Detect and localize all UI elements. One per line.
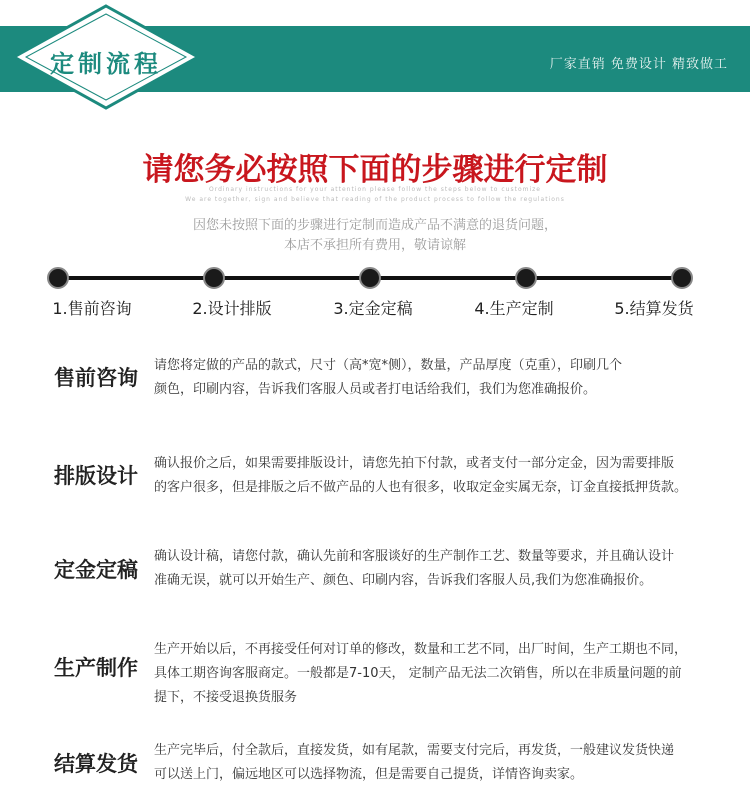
header-slogan: 厂家直销 免费设计 精致做工	[549, 57, 728, 72]
step-label-1: 1.售前咨询	[52, 299, 132, 318]
step-dot-3	[360, 268, 380, 288]
description-line: 提下，不接受退换货服务	[154, 690, 298, 705]
section-description	[154, 545, 709, 593]
step-label-2: 2.设计排版	[192, 299, 272, 318]
main-title: 请您务必按照下面的步骤进行定制	[142, 152, 608, 188]
description-line: 具体工期咨询客服商定。一般都是7-10天， 定制产品无法二次销售，所以在非质量问题的前	[154, 666, 682, 681]
step-dot-5	[672, 268, 692, 288]
section-title: 结算发货	[54, 752, 138, 776]
section-description	[154, 739, 709, 787]
section-title: 售前咨询	[54, 366, 138, 390]
section-description	[154, 354, 709, 402]
description-line: 可以送上门，偏远地区可以选择物流，但是需要自己提货，详情咨询卖家。	[154, 767, 584, 782]
description-line: 准确无误，就可以开始生产、颜色、印刷内容，告诉我们客服人员,我们为您准确报价。	[154, 573, 653, 588]
decorative-line-2: We are together, sign and believe that reading of the product process to follow the regulations	[185, 196, 565, 203]
section-title: 定金定稿	[54, 558, 138, 582]
notice-line-1: 因您未按照下面的步骤进行定制而造成产品不满意的退货问题，	[192, 218, 557, 233]
title-badge	[10, 4, 202, 110]
description-line: 的客户很多，但是排版之后不做产品的人也有很多，收取定金实属无奈，订金直接抵押货款。	[154, 480, 688, 495]
step-label-4: 4.生产定制	[474, 299, 554, 318]
description-line: 颜色，印刷内容，告诉我们客服人员或者打电话给我们，我们为您准确报价。	[154, 382, 597, 397]
decorative-line-1: Ordinary instructions for your attention please follow the steps below to customize	[209, 186, 541, 193]
step-label-3: 3.定金定稿	[333, 299, 413, 318]
section-description	[154, 452, 709, 500]
step-label-5: 5.结算发货	[614, 299, 694, 318]
description-line: 生产开始以后，不再接受任何对订单的修改，数量和工艺不同，出厂时间，生产工期也不同，	[154, 642, 688, 657]
section-description	[154, 638, 709, 710]
description-line: 生产完毕后，付全款后，直接发货，如有尾款，需要支付完后，再发货，一般建议发货快递	[154, 743, 675, 758]
description-line: 确认报价之后，如果需要排版设计，请您先拍下付款，或者支付一部分定金，因为需要排版	[154, 456, 675, 471]
step-dot-1	[48, 268, 68, 288]
section-title: 生产制作	[54, 656, 138, 680]
badge-title: 定制流程	[50, 50, 162, 78]
section-title: 排版设计	[54, 464, 138, 488]
notice-line-2: 本店不承担所有费用，敬请谅解	[283, 238, 466, 253]
step-dot-4	[516, 268, 536, 288]
description-line: 确认设计稿，请您付款，确认先前和客服谈好的生产制作工艺、数量等要求，并且确认设计	[154, 549, 675, 564]
step-dot-2	[204, 268, 224, 288]
description-line: 请您将定做的产品的款式，尺寸（高*宽*侧），数量，产品厚度（克重），印刷几个	[154, 358, 623, 373]
